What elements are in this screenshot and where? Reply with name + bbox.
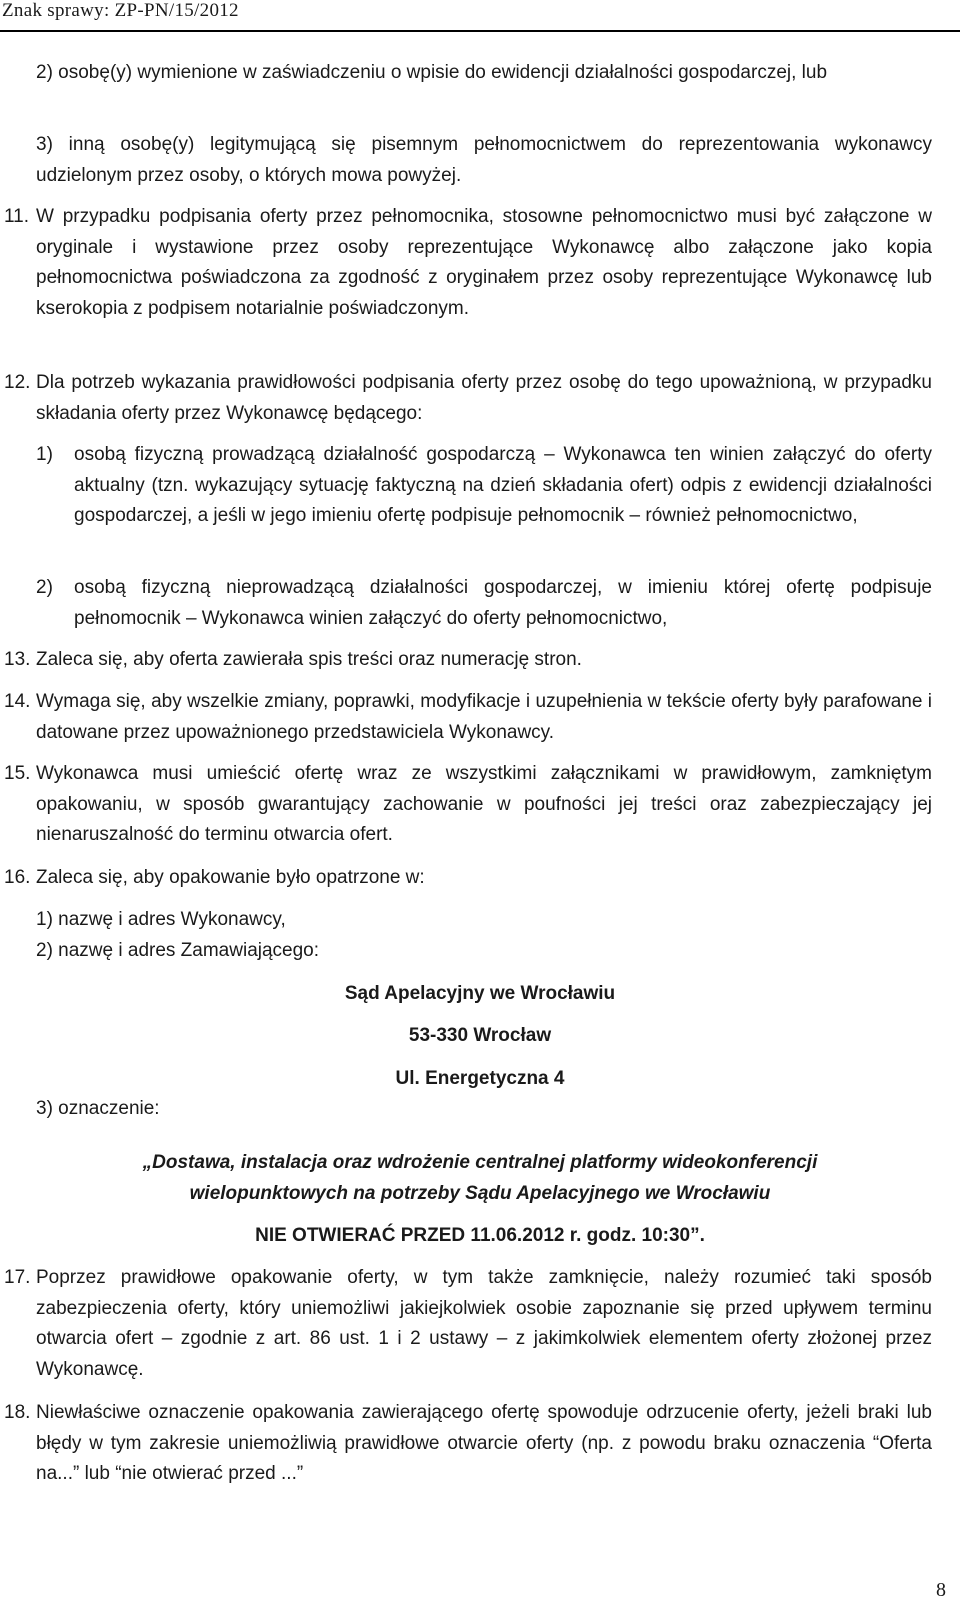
list-item-16-3: 3) oznaczenie:: [36, 1098, 160, 1119]
envelope-label-line-1: „Dostawa, instalacja oraz wdrożenie centralnej platformy wideokonferencji: [142, 1152, 818, 1173]
case-reference: Znak sprawy: ZP-PN/15/2012: [2, 0, 239, 21]
item-number-13: 13.: [4, 649, 31, 670]
list-item-16-1: 1) nazwę i adres Wykonawcy,: [36, 909, 286, 930]
item-number-11: 11.: [4, 206, 30, 227]
page-number: 8: [936, 1579, 946, 1601]
list-item-16-2: 2) nazwę i adres Zamawiającego:: [36, 940, 320, 961]
paragraph-14: Wymaga się, aby wszelkie zmiany, poprawki, modyfikacje i uzupełnienia w tekście oferty były parafowane i datowane przez upoważnionego przedstawiciela Wykonawcy.: [36, 691, 932, 743]
paragraph-13: Zaleca się, aby oferta zawierała spis treści oraz numerację stron.: [36, 649, 582, 670]
item-number-18: 18.: [4, 1402, 31, 1423]
list-item-2: 2) osobę(y) wymienione w zaświadczeniu o wpisie do ewidencji działalności gospodarczej, lub: [36, 62, 828, 83]
item-number-12: 12.: [4, 372, 31, 393]
paragraph-12-1: osobą fizyczną prowadzącą działalność gospodarczą – Wykonawca ten winien załączyć do oferty aktualny (tzn. wykazujący sytuację faktyczną na dzień składania ofert) odpis z ewidencji działalności gospodarczej, a jeśli w jego imieniu ofertę podpisuje pełnomocnik – również pełnomocnictwo,: [74, 444, 932, 526]
header-divider: [0, 30, 960, 32]
paragraph-12: Dla potrzeb wykazania prawidłowości podpisania oferty przez osobę do tego upoważnioną, w przypadku składania oferty przez Wykonawcę będącego:: [36, 372, 932, 424]
paragraph-16: Zaleca się, aby opakowanie było opatrzone w:: [36, 867, 425, 888]
paragraph-12-2: osobą fizyczną nieprowadzącą działalności gospodarczej, w imieniu której ofertę podpisuje pełnomocnik – Wykonawca winien załączyć do oferty pełnomocnictwo,: [74, 577, 932, 629]
item-number-12-2: 2): [36, 577, 53, 598]
item-number-15: 15.: [4, 763, 31, 784]
item-number-17: 17.: [4, 1267, 31, 1288]
paragraph-17: Poprzez prawidłowe opakowanie oferty, w tym także zamknięcie, należy rozumieć taki sposób zabezpieczenia oferty, który uniemożliwi jakiejkolwiek osobie zapoznanie się przed upływem terminu otwarcia ofert – zgodnie z art. 86 ust. 1 i 2 ustawy – z jakimkolwiek elementem oferty złożonej przez Wykonawcę.: [36, 1267, 932, 1380]
paragraph-18: Niewłaściwe oznaczenie opakowania zawierającego ofertę spowoduje odrzucenie oferty, jeżeli braki lub błędy w tym zakresie uniemożliwią prawidłowe otwarcie oferty (np. z powodu braku oznaczenia “Oferta na...” lub “nie otwierać przed ...”: [36, 1402, 932, 1484]
item-number-16: 16.: [4, 867, 31, 888]
item-number-14: 14.: [4, 691, 31, 712]
item-number-12-1: 1): [36, 444, 53, 465]
address-street: Ul. Energetyczna 4: [395, 1068, 565, 1089]
address-city: 53-330 Wrocław: [408, 1025, 552, 1046]
list-item-3: 3) inną osobę(y) legitymującą się pisemnym pełnomocnictwem do reprezentowania wykonawcy udzielonym przez osoby, o których mowa powyżej.: [36, 134, 932, 186]
envelope-label-line-2: wielopunktowych na potrzeby Sądu Apelacyjnego we Wrocławiu: [189, 1183, 771, 1204]
address-court: Sąd Apelacyjny we Wrocławiu: [344, 983, 616, 1004]
envelope-label-warning: NIE OTWIERAĆ PRZED 11.06.2012 r. godz. 10:30”.: [255, 1225, 705, 1246]
paragraph-15: Wykonawca musi umieścić ofertę wraz ze wszystkimi załącznikami w prawidłowym, zamkniętym opakowaniu, w sposób gwarantujący zachowanie w poufności jej treści oraz zabezpieczający jej nienaruszalność do terminu otwarcia ofert.: [36, 763, 932, 845]
paragraph-11: W przypadku podpisania oferty przez pełnomocnika, stosowne pełnomocnictwo musi być załączone w oryginale i wystawione przez osoby reprezentujące Wykonawcę albo załączone jako kopia pełnomocnictwa poświadczona za zgodność z oryginałem przez osoby reprezentujące Wykonawcę lub kserokopia z podpisem notarialnie poświadczonym.: [36, 206, 932, 319]
